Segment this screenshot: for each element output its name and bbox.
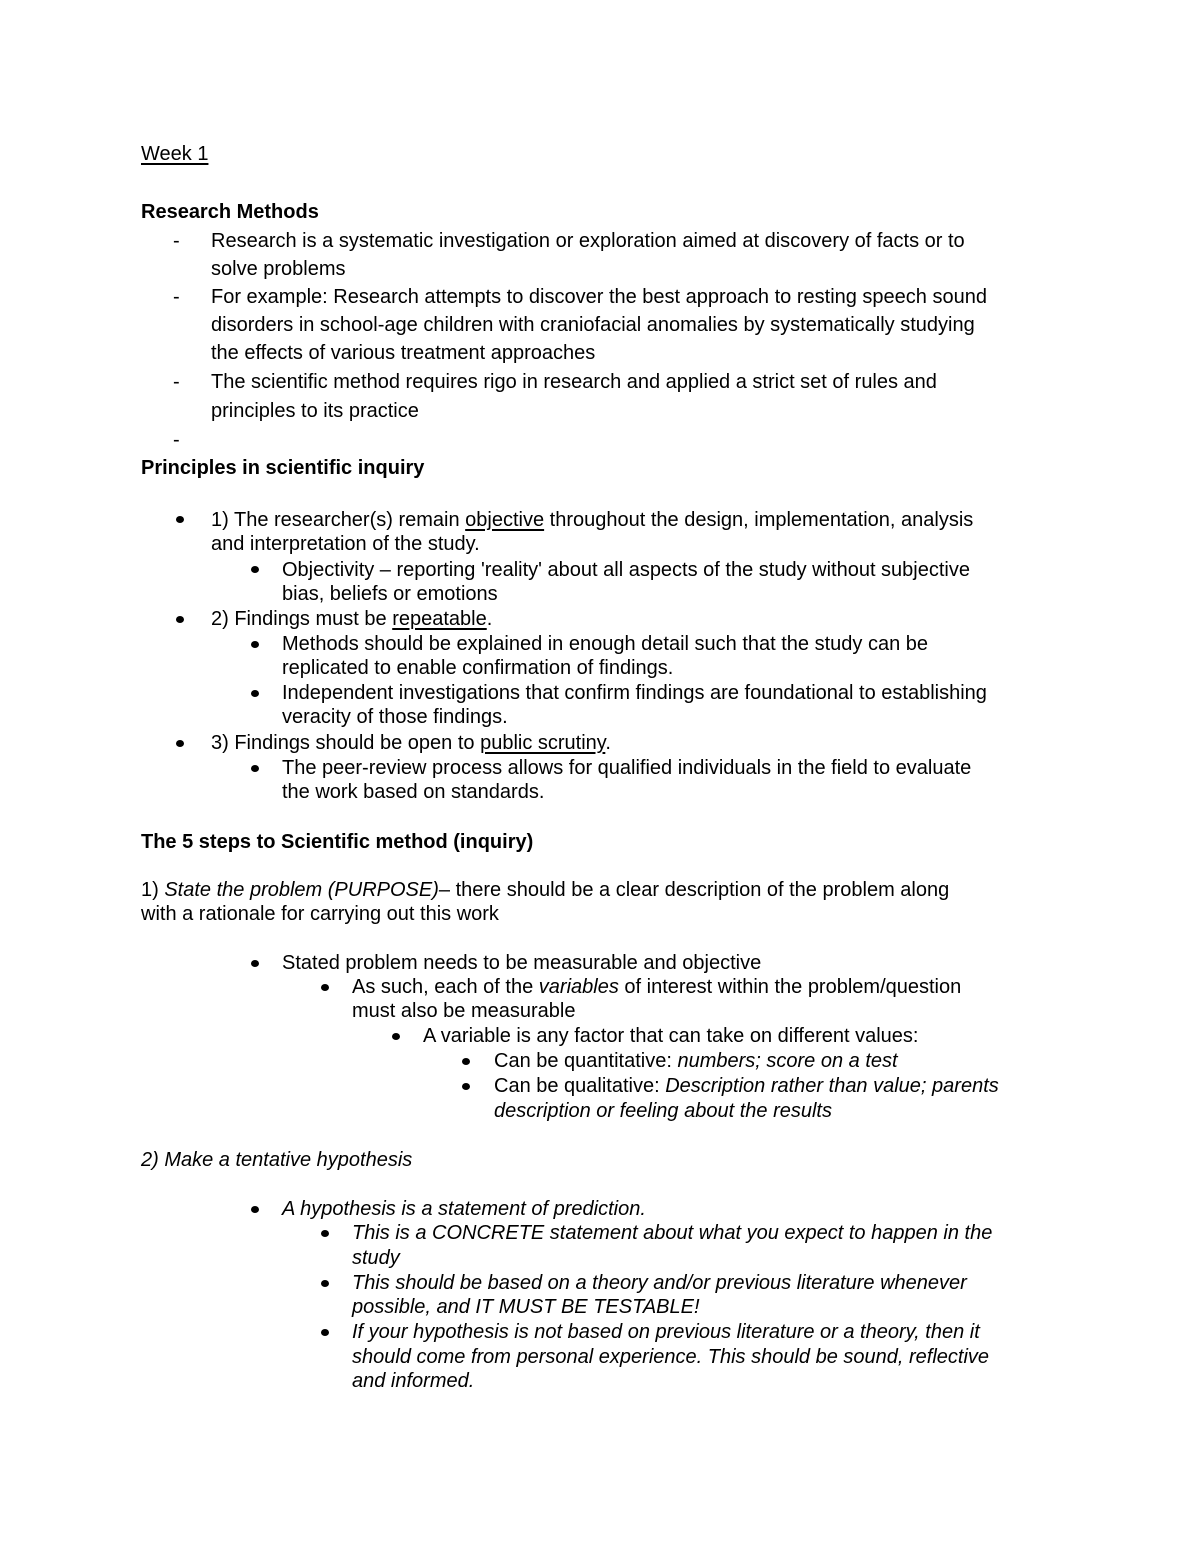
bullet-icon — [462, 1083, 470, 1090]
sub-bullet-line: possible, and IT MUST BE TESTABLE! — [352, 1296, 700, 1318]
bullet-icon — [176, 616, 184, 623]
sub-bullet-line: replicated to enable confirmation of findings. — [282, 657, 674, 679]
principle-2-line: 2) Findings must be repeatable. — [211, 608, 493, 630]
sub-bullet-line: Stated problem needs to be measurable and objective — [282, 952, 762, 974]
research-methods-heading: Research Methods — [141, 201, 319, 223]
bullet-icon — [251, 765, 259, 772]
bullet-icon — [251, 960, 259, 967]
sub-bullet-line: Can be quantitative: numbers; score on a test — [494, 1050, 898, 1072]
step-1-line: 1) State the problem (PURPOSE)– there should be a clear description of the problem along — [141, 879, 950, 901]
bullet-icon — [462, 1058, 470, 1065]
bullet-icon — [392, 1033, 400, 1040]
sub-bullet-line: Objectivity – reporting 'reality' about all aspects of the study without subjective — [282, 559, 970, 581]
bullet-icon — [321, 984, 329, 991]
bullet-icon — [321, 1329, 329, 1336]
sub-bullet-line: As such, each of the variables of interest within the problem/question — [352, 976, 962, 998]
dash-marker: - — [173, 429, 180, 451]
sub-bullet-line: Can be qualitative: Description rather than value; parents — [494, 1075, 999, 1097]
list-item-line: solve problems — [211, 258, 346, 280]
sub-bullet-line: veracity of those findings. — [282, 706, 508, 728]
steps-heading: The 5 steps to Scientific method (inquiry) — [141, 831, 534, 853]
sub-bullet-line: Independent investigations that confirm findings are foundational to establishing — [282, 682, 987, 704]
list-item-line: The scientific method requires rigo in research and applied a strict set of rules and — [211, 371, 937, 393]
bullet-icon — [251, 641, 259, 648]
bullet-icon — [321, 1230, 329, 1237]
sub-bullet-line: study — [352, 1247, 400, 1269]
sub-bullet-line: bias, beliefs or emotions — [282, 583, 498, 605]
step-1-line: with a rationale for carrying out this work — [141, 903, 499, 925]
sub-bullet-line: This is a CONCRETE statement about what you expect to happen in the — [352, 1222, 993, 1244]
step-2-line: 2) Make a tentative hypothesis — [141, 1149, 413, 1171]
dash-marker: - — [173, 371, 180, 393]
sub-bullet-line: description or feeling about the results — [494, 1100, 832, 1122]
sub-bullet-line: The peer-review process allows for qualified individuals in the field to evaluate — [282, 757, 972, 779]
sub-bullet-line: This should be based on a theory and/or previous literature whenever — [352, 1272, 967, 1294]
sub-bullet-line: If your hypothesis is not based on previous literature or a theory, then it — [352, 1321, 980, 1343]
bullet-icon — [251, 690, 259, 697]
sub-bullet-line: Methods should be explained in enough detail such that the study can be — [282, 633, 929, 655]
list-item-line: the effects of various treatment approaches — [211, 342, 596, 364]
bullet-icon — [176, 740, 184, 747]
list-item-line: disorders in school-age children with craniofacial anomalies by systematically studying — [211, 314, 975, 336]
list-item-line: For example: Research attempts to discover the best approach to resting speech sound — [211, 286, 987, 308]
principle-3-line: 3) Findings should be open to public scrutiny. — [211, 732, 611, 754]
sub-bullet-line: the work based on standards. — [282, 781, 545, 803]
week-label: Week 1 — [141, 143, 209, 165]
principle-1-line: and interpretation of the study. — [211, 533, 480, 555]
bullet-icon — [176, 516, 184, 523]
sub-bullet-line: and informed. — [352, 1370, 475, 1392]
bullet-icon — [321, 1280, 329, 1287]
sub-bullet-line: must also be measurable — [352, 1000, 576, 1022]
principle-1-line: 1) The researcher(s) remain objective throughout the design, implementation, analysis — [211, 509, 974, 531]
sub-bullet-line: A hypothesis is a statement of prediction. — [282, 1198, 646, 1220]
list-item-line: Research is a systematic investigation or exploration aimed at discovery of facts or to — [211, 230, 965, 252]
dash-marker: - — [173, 286, 180, 308]
bullet-icon — [251, 566, 259, 573]
bullet-icon — [251, 1206, 259, 1213]
sub-bullet-line: should come from personal experience. This should be sound, reflective — [352, 1346, 990, 1368]
dash-marker: - — [173, 230, 180, 252]
principles-heading: Principles in scientific inquiry — [141, 457, 425, 479]
sub-bullet-line: A variable is any factor that can take on different values: — [423, 1025, 919, 1047]
list-item-line: principles to its practice — [211, 400, 419, 422]
